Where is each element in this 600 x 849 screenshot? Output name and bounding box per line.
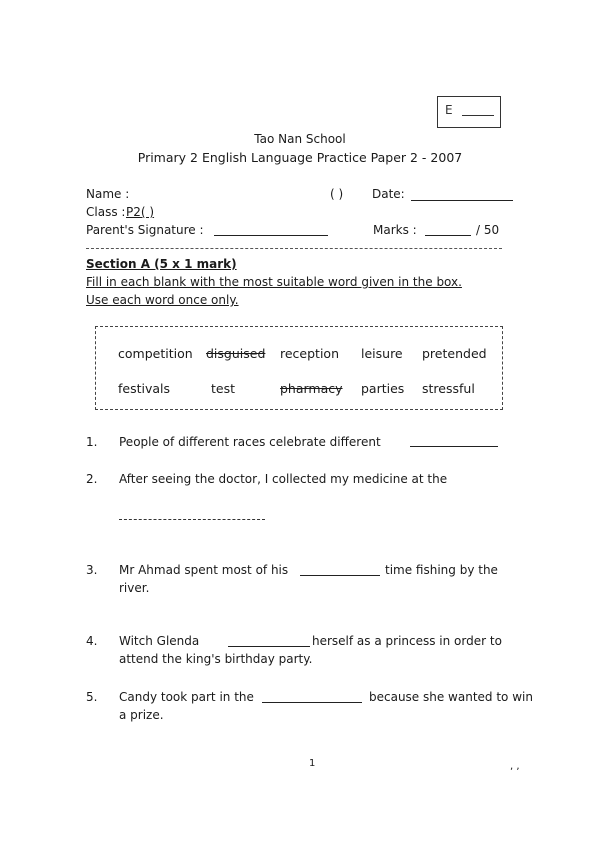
q5-blank[interactable]: [262, 702, 362, 703]
q3-blank[interactable]: [300, 575, 380, 576]
q5-text-a: Candy took part in the: [119, 690, 254, 704]
q4-text-line2: attend the king's birthday party.: [119, 652, 313, 666]
school-name: Tao Nan School: [254, 132, 346, 146]
q2-text: After seeing the doctor, I collected my medicine at the: [119, 472, 448, 486]
q5-number: 5.: [86, 690, 98, 704]
word-test: test: [211, 381, 236, 396]
word-stressful: stressful: [422, 381, 475, 396]
word-competition: competition: [118, 346, 193, 361]
name-label: Name :: [86, 187, 130, 201]
instruction-1: Fill in each blank with the most suitable word given in the box.: [86, 275, 462, 289]
word-bank-box: [95, 326, 503, 410]
class-label: Class :: [86, 205, 126, 219]
q4-blank[interactable]: [228, 646, 310, 647]
q3-text-line2: river.: [119, 581, 150, 595]
q3-number: 3.: [86, 563, 98, 577]
parent-signature-label: Parent's Signature :: [86, 223, 204, 237]
marks-total: / 50: [476, 223, 500, 237]
word-pharmacy: pharmacy: [280, 381, 343, 396]
word-pretended: pretended: [422, 346, 487, 361]
q4-text-b: herself as a princess in order to: [312, 634, 502, 648]
class-value: P2( ): [126, 205, 155, 219]
paper-title: Primary 2 English Language Practice Paper 2 - 2007: [137, 150, 463, 165]
word-reception: reception: [280, 346, 339, 361]
page-number: 1: [309, 758, 316, 769]
word-disguised: disguised: [206, 346, 266, 361]
section-title: Section A (5 x 1 mark): [86, 257, 237, 271]
q4-number: 4.: [86, 634, 98, 648]
marks-blank[interactable]: [425, 235, 471, 236]
date-label: Date:: [372, 187, 405, 201]
grade-letter: E: [445, 103, 453, 117]
q1-blank[interactable]: [410, 446, 498, 447]
q3-text-a: Mr Ahmad spent most of his: [119, 563, 289, 577]
date-blank[interactable]: [411, 200, 513, 201]
q1-number: 1.: [86, 435, 98, 449]
parent-signature-blank[interactable]: [214, 235, 328, 236]
corner-mark: , ,: [510, 761, 520, 772]
q2-number: 2.: [86, 472, 98, 486]
word-parties: parties: [361, 381, 405, 396]
q4-text-a: Witch Glenda: [119, 634, 200, 648]
grade-blank: [462, 115, 494, 116]
q2-blank[interactable]: [119, 519, 265, 520]
word-festivals: festivals: [118, 381, 171, 396]
marks-label: Marks :: [373, 223, 417, 237]
instruction-2: Use each word once only.: [86, 293, 239, 307]
q3-text-b: time fishing by the: [385, 563, 498, 577]
q5-text-line2: a prize.: [119, 708, 164, 722]
divider: [86, 248, 502, 249]
index-paren: ( ): [330, 187, 344, 201]
grade-box: [437, 96, 501, 128]
q5-text-b: because she wanted to win: [369, 690, 533, 704]
q1-text: People of different races celebrate different: [119, 435, 381, 449]
word-leisure: leisure: [361, 346, 403, 361]
